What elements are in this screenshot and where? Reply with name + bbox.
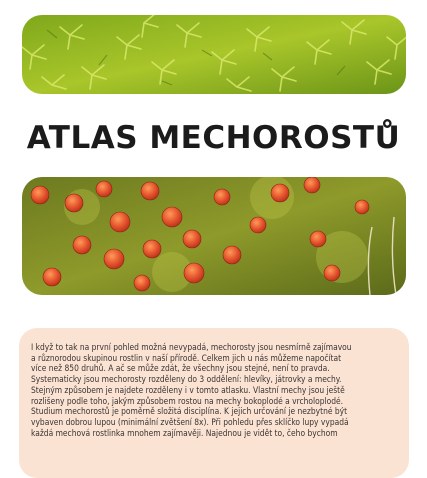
intro-paragraph-line: více než 850 druhů. A ač se může zdát, že všechny jsou stejné, není to pravda. [31, 363, 330, 374]
intro-paragraph-line: I když to tak na první pohled možná nevypadá, mechorosty jsou nesmírně zajímavou [31, 342, 352, 352]
moss-green-photo [22, 15, 406, 94]
intro-paragraph-line: Stejným způsobem je najdete rozděleny i v tomto atlasku. Vlastní mechy jsou ještě [31, 384, 345, 395]
intro-paragraph-line: Systematicky jsou mechorosty rozděleny do 3 oddělení: hlevíky, játrovky a mechy. [31, 374, 342, 385]
intro-paragraph-line: Studium mechorostů je poměrně složitá disciplína. K jejich určování je nezbytné být [31, 406, 348, 417]
intro-paragraph-line: každá mechová rostlinka mnohem zajímavěji. Najednou je vidět to, čeho bychom [31, 427, 338, 438]
intro-paragraph-line: vybaven dobrou lupou (minimální zvětšení 8x). Při pohledu přes sklíčko lupy vypadá [31, 416, 349, 427]
moss-sporangia-photo [22, 177, 406, 295]
page-title: ATLAS MECHOROSTŮ [26, 120, 401, 156]
intro-text-panel [19, 328, 409, 478]
intro-paragraph-line: a různorodou skupinou rostlin v naší přírodě. Celkem jich u nás můžeme napočítat [31, 352, 342, 363]
intro-paragraph-line: rozlišeny podle toho, jakým způsobem rostou na mechy bokoplodé a vrcholoplodé. [31, 395, 344, 406]
